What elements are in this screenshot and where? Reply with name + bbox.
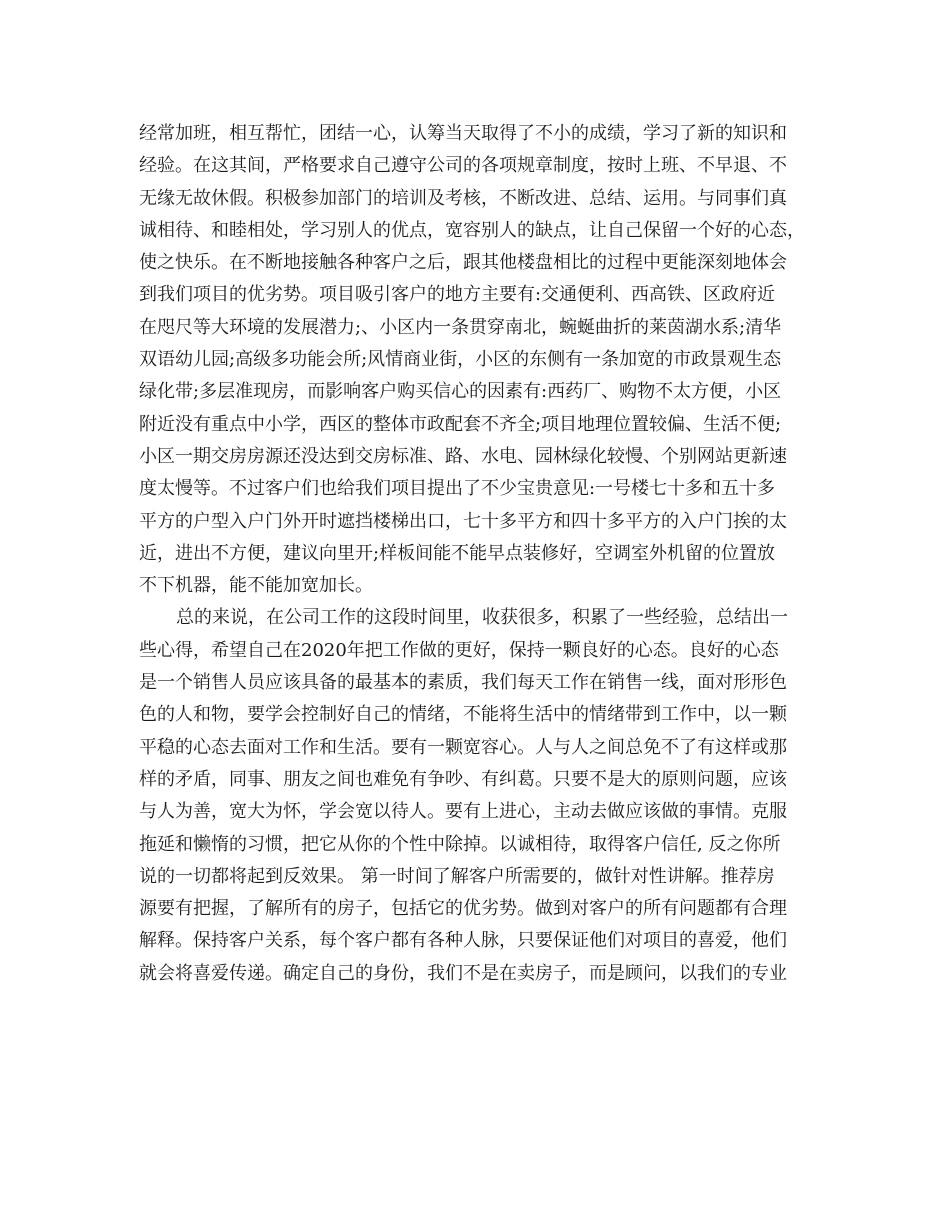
text-line: 色的人和物，要学会控制好自己的情绪，不能将生活中的情绪带到工作中，以一颗 bbox=[139, 704, 787, 726]
text-line: 不下机器，能不能加宽加长。 bbox=[139, 575, 373, 597]
text-line: 些心得，希望自己在2020年把工作做的更好，保持一颗良好的心态。良好的心态 bbox=[139, 639, 779, 661]
text-line: 近，进出不方便，建议向里开;样板间能不能早点装修好，空调室外机留的位置放 bbox=[139, 542, 776, 564]
text-line: 是一个销售人员应该具备的最基本的素质，我们每天工作在销售一线，面对形形色 bbox=[139, 672, 787, 694]
text-line: 小区一期交房房源还没达到交房标准、路、水电、园林绿化较慢、个别网站更新速 bbox=[139, 445, 787, 467]
text-line: 样的矛盾，同事、朋友之间也难免有争吵、有纠葛。只要不是大的原则问题，应该 bbox=[139, 768, 787, 790]
text-line: 就会将喜爱传递。确定自己的身份，我们不是在卖房子，而是顾问，以我们的专业 bbox=[139, 962, 787, 984]
text-line: 到我们项目的优劣势。项目吸引客户的地方主要有:交通便利、西高铁、区政府近 bbox=[139, 284, 776, 306]
text-line: 度太慢等。不过客户们也给我们项目提出了不少宝贵意见:一号楼七十多和五十多 bbox=[139, 478, 776, 500]
text-line: 经常加班，相互帮忙，团结一心，认筹当天取得了不小的成绩，学习了新的知识和 bbox=[139, 123, 787, 144]
text-line: 在咫尺等大环境的发展潜力;、小区内一条贯穿南北，蜿蜒曲折的莱茵湖水系;清华 bbox=[139, 316, 782, 338]
text-line: 平稳的心态去面对工作和生活。要有一颗宽容心。人与人之间总免不了有这样或那 bbox=[139, 736, 787, 758]
text-line: 拖延和懒惰的习惯，把它从你的个性中除掉。以诚相待，取得客户信任, 反之你所 bbox=[139, 833, 781, 855]
text-line: 经验。在这其间，严格要求自己遵守公司的各项规章制度，按时上班、不早退、不 bbox=[139, 155, 787, 177]
body-text bbox=[139, 118, 819, 990]
paragraph-first-line: 总的来说，在公司工作的这段时间里，收获很多，积累了一些经验，总结出一 bbox=[176, 607, 788, 629]
text-line: 源要有把握，了解所有的房子，包括它的优劣势。做到对客户的所有问题都有合理 bbox=[139, 898, 787, 920]
text-line: 附近没有重点中小学，西区的整体市政配套不齐全;项目地理位置较偏、生活不便; bbox=[139, 413, 782, 435]
text-line: 使之快乐。在不断地接触各种客户之后，跟其他楼盘相比的过程中更能深刻地体会 bbox=[139, 252, 787, 274]
text-line: 绿化带;多层准现房，而影响客户购买信心的因素有:西药厂、购物不太方便，小区 bbox=[139, 381, 782, 403]
text-line: 说的一切都将起到反效果。 第一时间了解客户所需要的，做针对性讲解。推荐房 bbox=[139, 865, 775, 887]
text-line: 解释。保持客户关系，每个客户都有各种人脉，只要保证他们对项目的喜爱，他们 bbox=[139, 930, 787, 952]
text-line: 与人为善，宽大为怀，学会宽以待人。要有上进心，主动去做应该做的事情。克服 bbox=[139, 801, 787, 823]
text-line: 诚相待、和睦相处，学习别人的优点，宽容别人的缺点，让自己保留一个好的心态， bbox=[139, 219, 805, 241]
text-line: 平方的户型入户门外开时遮挡楼梯出口，七十多平方和四十多平方的入户门挨的太 bbox=[139, 510, 787, 532]
text-line: 无缘无故休假。积极参加部门的培训及考核，不断改进、总结、运用。与同事们真 bbox=[139, 187, 787, 209]
text-line: 双语幼儿园;高级多功能会所;风情商业街，小区的东侧有一条加宽的市政景观生态 bbox=[139, 349, 782, 371]
